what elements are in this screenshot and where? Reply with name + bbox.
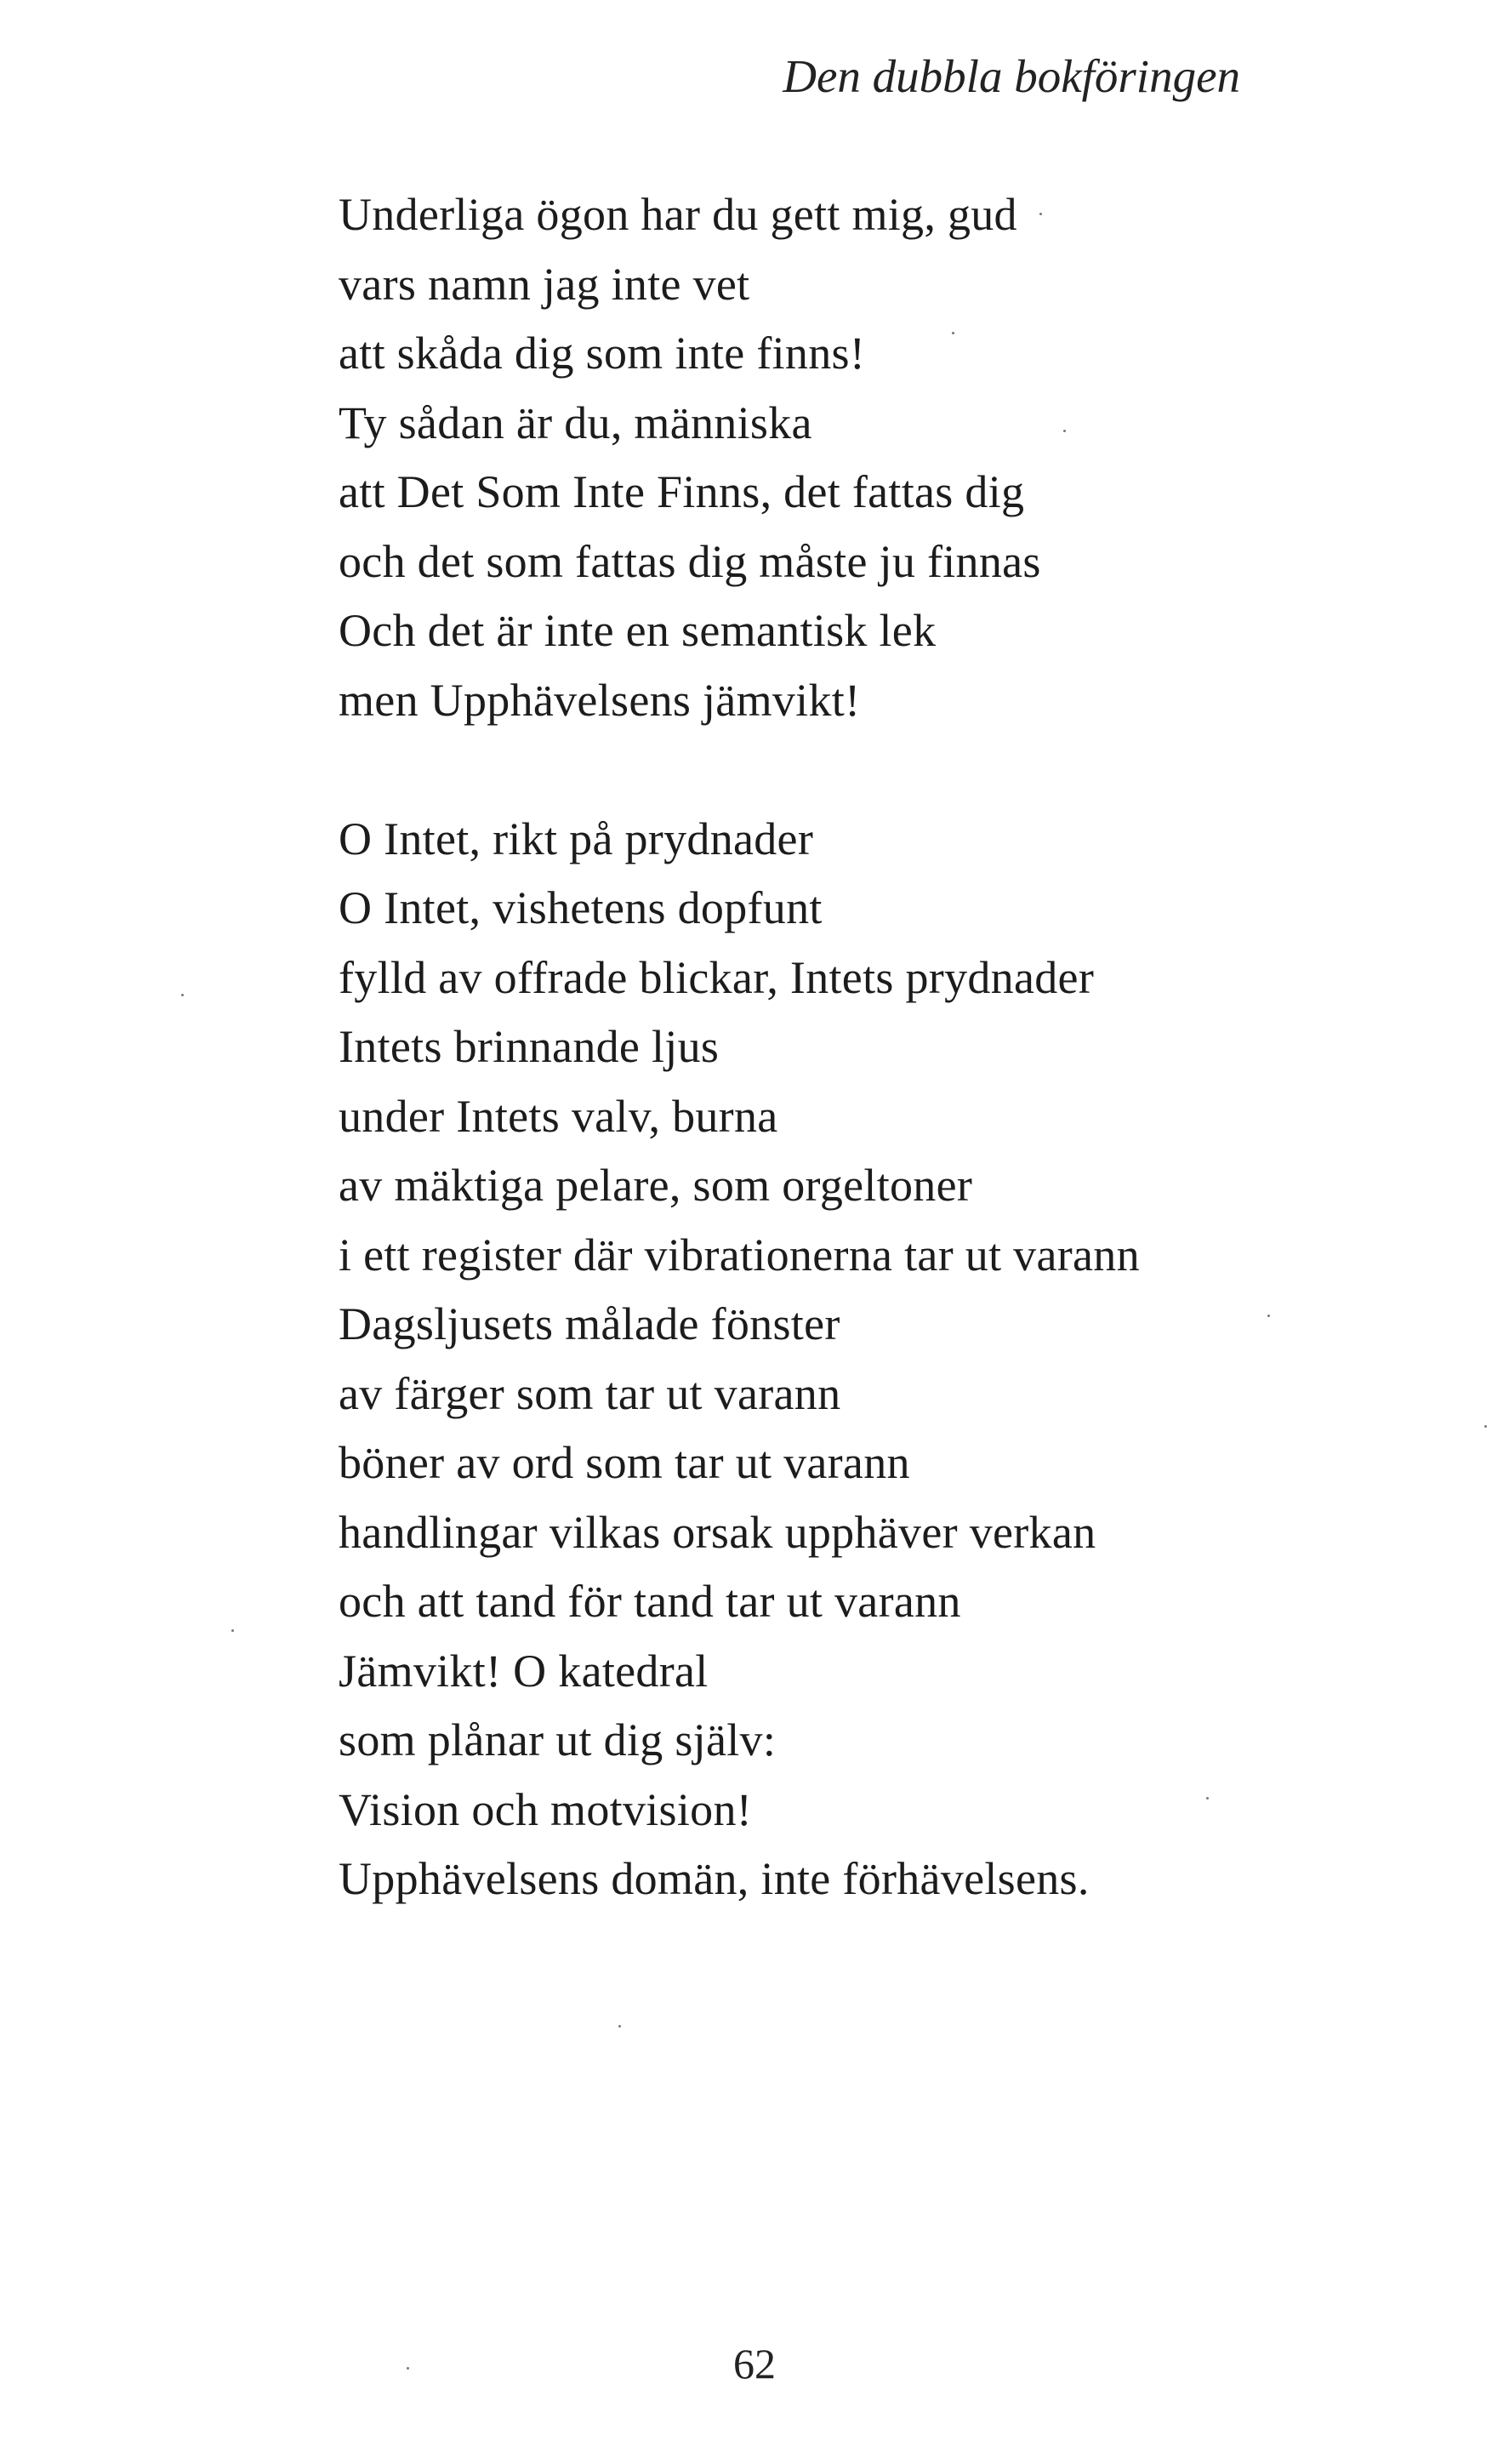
poem-line: Jämvikt! O katedral <box>339 1645 709 1697</box>
poem-line: O Intet, rikt på prydnader <box>339 813 814 864</box>
scan-speck <box>181 994 184 996</box>
poem-line: under Intets valv, burna <box>339 1090 778 1142</box>
stanza-2 <box>339 805 1444 1914</box>
scan-speck <box>1039 213 1042 215</box>
poem-line: men Upphävelsens jämvikt! <box>339 674 861 726</box>
poem-line: Intets brinnande ljus <box>339 1021 720 1072</box>
scan-speck <box>1484 1425 1487 1428</box>
poem-line: och att tand för tand tar ut varann <box>339 1576 961 1627</box>
scan-speck <box>952 332 954 334</box>
poem-line: att Det Som Inte Finns, det fattas dig <box>339 466 1025 517</box>
poem-line: av mäktiga pelare, som orgeltoner <box>339 1160 973 1211</box>
scan-speck <box>618 2025 621 2028</box>
poem-line: som plånar ut dig själv: <box>339 1714 777 1765</box>
poem-line: Underliga ögon har du gett mig, gud <box>339 189 1017 240</box>
poem-line: av färger som tar ut varann <box>339 1367 841 1419</box>
running-head: Den dubbla bokföringen <box>783 50 1240 102</box>
poem-line: Och det är inte en semantisk lek <box>339 605 937 656</box>
scan-speck <box>231 1629 234 1632</box>
poem-line: O Intet, vishetens dopfunt <box>339 882 823 933</box>
page-number: 62 <box>733 2340 776 2387</box>
poem-line: vars namn jag inte vet <box>339 258 750 310</box>
scan-speck <box>1267 1315 1270 1317</box>
poem-line: och det som fattas dig måste ju finnas <box>339 535 1041 587</box>
stanza-1 <box>339 180 1444 735</box>
poem <box>339 180 1444 1914</box>
poem-line: att skåda dig som inte finns! <box>339 328 866 379</box>
poem-line: Dagsljusets målade fönster <box>339 1298 840 1349</box>
poem-line: Vision och motvision! <box>339 1783 753 1835</box>
poem-line: Upphävelsens domän, inte förhävelsens. <box>339 1853 1090 1904</box>
poem-line: Ty sådan är du, människa <box>339 396 812 448</box>
scan-speck <box>1063 430 1066 432</box>
poem-line: i ett register där vibrationerna tar ut varann <box>339 1229 1140 1280</box>
poem-line: böner av ord som tar ut varann <box>339 1437 910 1488</box>
poem-line: fylld av offrade blickar, Intets prydnader <box>339 951 1095 1003</box>
poem-line: handlingar vilkas orsak upphäver verkan <box>339 1506 1096 1558</box>
scan-speck <box>1206 1797 1209 1800</box>
